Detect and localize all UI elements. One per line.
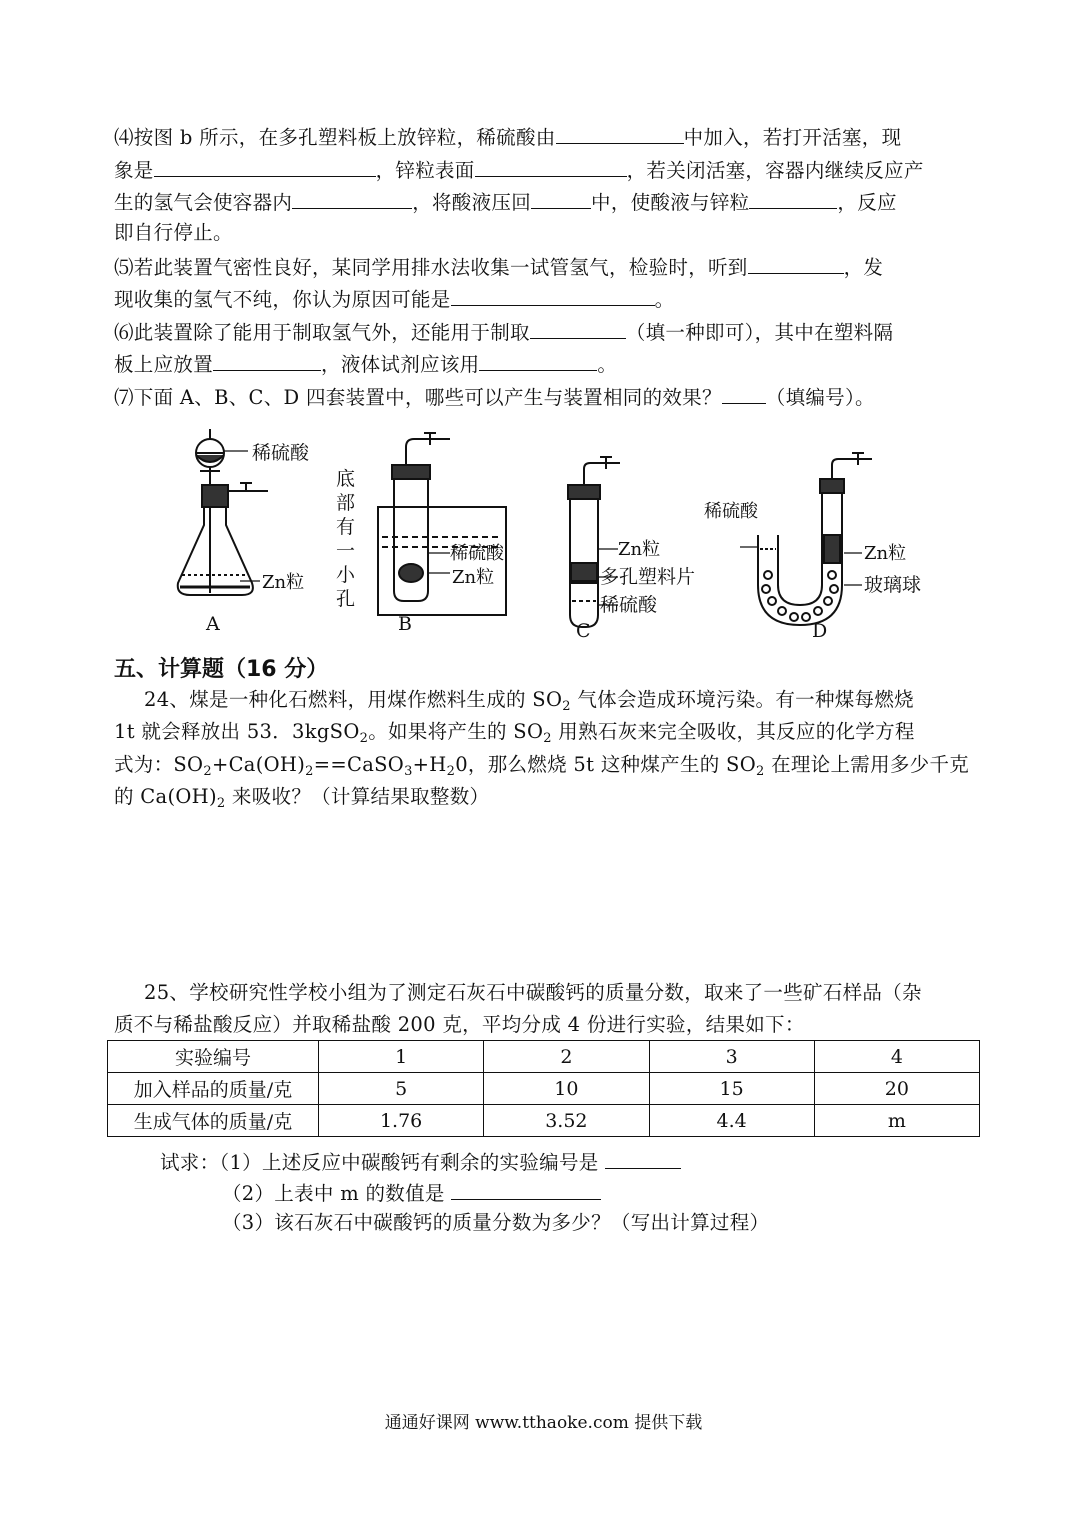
table-cell: 2 bbox=[484, 1041, 649, 1073]
q6-line-1 bbox=[114, 319, 974, 345]
table-row bbox=[108, 1073, 980, 1105]
q6-text: （填一种即可），其中在塑料隔 bbox=[625, 321, 894, 344]
q5-text: ，发 bbox=[843, 256, 884, 279]
answer-blank[interactable] bbox=[531, 189, 591, 209]
q24-text: 24、煤是一种化石燃料，用煤作燃料生成的 SO bbox=[144, 688, 563, 711]
q24-text: +H bbox=[412, 753, 447, 776]
table-cell: 5 bbox=[319, 1073, 484, 1105]
apparatus-d bbox=[740, 453, 872, 625]
table-cell: 加入样品的质量/克 bbox=[108, 1073, 319, 1105]
c-zn-label: Zn粒 bbox=[618, 539, 661, 560]
q25-ask-1 bbox=[160, 1149, 974, 1175]
q25-text: （2）上表中 m 的数值是 bbox=[222, 1182, 445, 1205]
answer-blank[interactable] bbox=[451, 1180, 601, 1200]
subscript: 2 bbox=[216, 796, 226, 811]
c-plate-label: 多孔塑料片 bbox=[600, 566, 696, 588]
table-cell: 4.4 bbox=[649, 1105, 814, 1137]
subscript: 2 bbox=[756, 764, 765, 779]
q4-text: 中，使酸液与锌粒 bbox=[591, 191, 750, 214]
page-footer: 通通好课网 www.tthaoke.com 提供下载 bbox=[384, 1413, 703, 1433]
table-cell: 1 bbox=[319, 1041, 484, 1073]
q6-text: ⑹此装置除了能用于制取氢气外，还能用于制取 bbox=[114, 321, 530, 344]
q24-line-3 bbox=[114, 753, 974, 777]
q25-line-1 bbox=[144, 981, 974, 1005]
apparatus-figure bbox=[160, 425, 960, 645]
table-cell: 10 bbox=[484, 1073, 649, 1105]
q25-text: 质不与稀盐酸反应）并取稀盐酸 200 克，平均分成 4 份进行实验，结果如下： bbox=[114, 1013, 805, 1036]
subscript: 2 bbox=[359, 731, 369, 746]
answer-blank[interactable] bbox=[722, 384, 766, 404]
answer-blank[interactable] bbox=[292, 189, 412, 209]
results-table bbox=[107, 1040, 980, 1137]
q24-text: ==CaSO bbox=[313, 753, 405, 776]
q4-text: ，反应 bbox=[837, 191, 897, 214]
q24-text: 气体会造成环境污染。有一种煤每燃烧 bbox=[570, 688, 914, 711]
answer-blank[interactable] bbox=[213, 351, 321, 371]
answer-blank[interactable] bbox=[475, 157, 627, 177]
q24-text: 1t 就会释放出 53．3kgSO bbox=[114, 720, 360, 743]
table-row bbox=[108, 1105, 980, 1137]
table-cell: 4 bbox=[814, 1041, 979, 1073]
answer-blank[interactable] bbox=[451, 286, 655, 306]
b-side-label: 底 部 有 一 小 孔 bbox=[336, 468, 356, 610]
q24-text: 在理论上需用多少千克 bbox=[764, 753, 970, 776]
q7-text: （填编号）。 bbox=[765, 386, 875, 409]
d-caption: D bbox=[812, 620, 828, 642]
table-cell: 生成气体的质量/克 bbox=[108, 1105, 319, 1137]
d-glass-label: 玻璃球 bbox=[864, 574, 922, 596]
q4-line-3 bbox=[114, 189, 974, 215]
answer-blank[interactable] bbox=[154, 157, 376, 177]
answer-blank[interactable] bbox=[530, 319, 626, 339]
q4-line-4 bbox=[114, 221, 974, 245]
subscript: 2 bbox=[562, 699, 571, 714]
q6-text: 。 bbox=[597, 353, 618, 376]
q4-text: ，若关闭活塞，容器内继续反应产 bbox=[626, 159, 924, 182]
subscript: 3 bbox=[404, 764, 413, 779]
q5-line-1 bbox=[114, 254, 974, 280]
q7-text: ⑺下面 A、B、C、D 四套装置中，哪些可以产生与装置相同的效果？ bbox=[114, 386, 722, 409]
q24-text: 。如果将产生的 SO bbox=[368, 720, 544, 743]
table-row bbox=[108, 1041, 980, 1073]
q24-text: +Ca(OH) bbox=[211, 753, 306, 776]
q4-text: ，将酸液压回 bbox=[412, 191, 532, 214]
answer-blank[interactable] bbox=[605, 1149, 681, 1169]
q6-text: ，液体试剂应该用 bbox=[321, 353, 480, 376]
q5-text: ⑸若此装置气密性良好，某同学用排水法收集一试管氢气，检验时，听到 bbox=[114, 256, 748, 279]
section-title: 五、计算题（16 分） bbox=[114, 657, 329, 682]
d-zn-label: Zn粒 bbox=[864, 543, 907, 564]
q4-text: 即自行停止。 bbox=[114, 221, 233, 244]
b-caption: B bbox=[398, 613, 412, 635]
answer-blank[interactable] bbox=[479, 351, 597, 371]
answer-blank[interactable] bbox=[748, 254, 844, 274]
table-cell: 3.52 bbox=[484, 1105, 649, 1137]
q5-text: 。 bbox=[654, 288, 675, 311]
q4-text: 生的氢气会使容器内 bbox=[114, 191, 293, 214]
table-cell: m bbox=[814, 1105, 979, 1137]
subscript: 2 bbox=[446, 764, 456, 779]
c-caption: C bbox=[576, 620, 591, 642]
b-zn-label: Zn粒 bbox=[452, 567, 495, 588]
table-cell: 20 bbox=[814, 1073, 979, 1105]
q25-ask-3 bbox=[222, 1211, 974, 1235]
q25-text: 25、学校研究性学校小组为了测定石灰石中碳酸钙的质量分数，取来了一些矿石样品（杂 bbox=[144, 981, 922, 1004]
q4-text: ，锌粒表面 bbox=[375, 159, 475, 182]
q6-line-2 bbox=[114, 351, 974, 377]
q4-line-2 bbox=[114, 157, 974, 183]
table-cell: 1.76 bbox=[319, 1105, 484, 1137]
answer-blank[interactable] bbox=[556, 124, 684, 144]
q25-text: 试求：（1）上述反应中碳酸钙有剩余的实验编号是 bbox=[160, 1151, 599, 1174]
d-acid-label: 稀硫酸 bbox=[704, 501, 758, 522]
subscript: 2 bbox=[203, 764, 212, 779]
q7-line-1 bbox=[114, 384, 974, 410]
table-cell: 3 bbox=[649, 1041, 814, 1073]
q4-line-1 bbox=[114, 124, 974, 150]
q5-text: 现收集的氢气不纯，你认为原因可能是 bbox=[114, 288, 451, 311]
q24-text: 用熟石灰来完全吸收，其反应的化学方程 bbox=[551, 720, 915, 743]
table-cell: 实验编号 bbox=[108, 1041, 319, 1073]
q25-ask-2 bbox=[222, 1180, 974, 1206]
q4-text: 象是 bbox=[114, 159, 154, 182]
q24-text: 0，那么燃烧 5t 这种煤产生的 SO bbox=[455, 753, 756, 776]
q24-text: 来吸收？（计算结果取整数） bbox=[225, 785, 490, 808]
q24-line-2 bbox=[114, 720, 974, 744]
q24-text: 的 Ca(OH) bbox=[114, 785, 217, 808]
a-zn-label: Zn粒 bbox=[262, 572, 305, 593]
q6-text: 板上应放置 bbox=[114, 353, 214, 376]
subscript: 2 bbox=[305, 764, 314, 779]
c-acid-label: 稀硫酸 bbox=[600, 594, 658, 616]
table-cell: 15 bbox=[649, 1073, 814, 1105]
b-acid-label: 稀硫酸 bbox=[450, 543, 504, 564]
q4-text: 中加入，若打开活塞，现 bbox=[683, 126, 902, 149]
answer-blank[interactable] bbox=[749, 189, 837, 209]
q24-line-4 bbox=[114, 785, 974, 809]
a-caption: A bbox=[206, 613, 220, 635]
q5-line-2 bbox=[114, 286, 974, 312]
q24-line-1 bbox=[144, 688, 974, 712]
a-acid-label: 稀硫酸 bbox=[252, 442, 310, 464]
q25-text: （3）该石灰石中碳酸钙的质量分数为多少？（写出计算过程） bbox=[222, 1211, 770, 1234]
q4-text: ⑷按图 b 所示，在多孔塑料板上放锌粒，稀硫酸由 bbox=[114, 126, 556, 149]
subscript: 2 bbox=[543, 731, 552, 746]
q24-text: 式为：SO bbox=[114, 753, 204, 776]
q25-line-2 bbox=[114, 1013, 974, 1037]
